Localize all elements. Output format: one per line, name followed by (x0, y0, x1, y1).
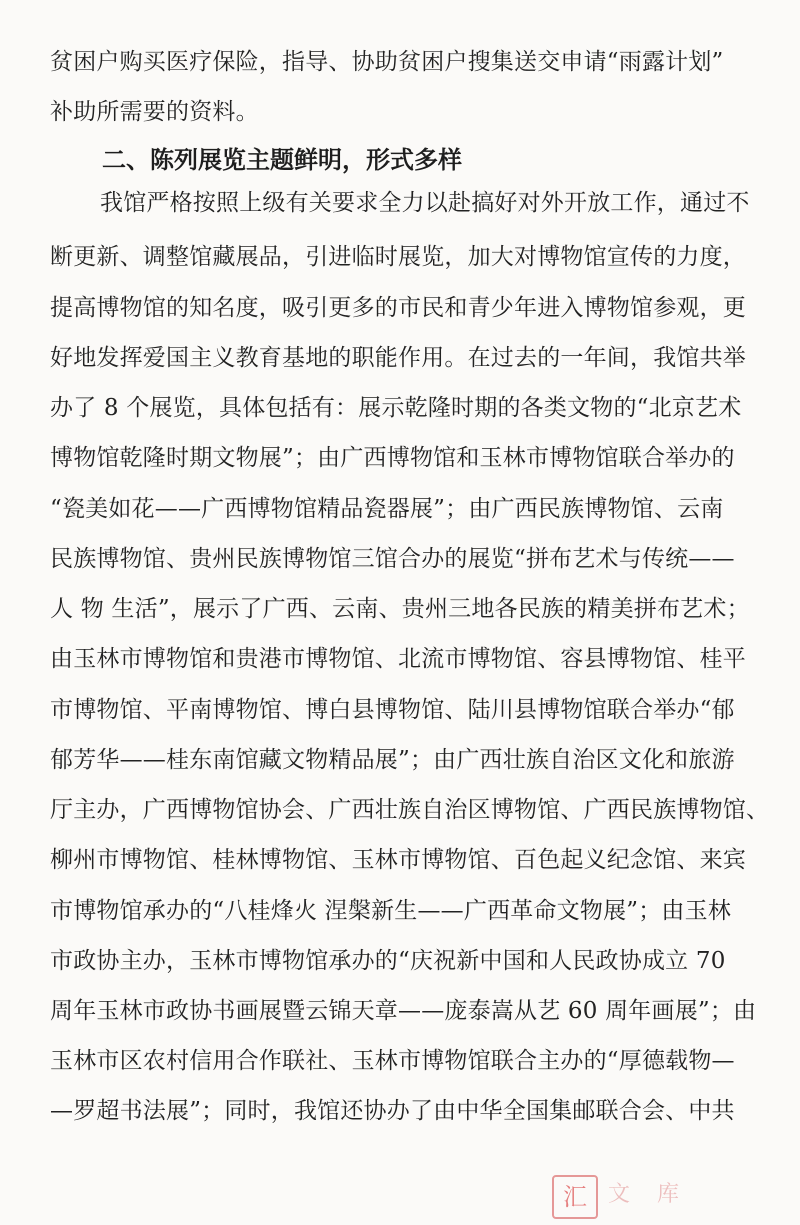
text-line: 厅主办，广西博物馆协会、广西壮族自治区博物馆、广西民族博物馆、 (50, 797, 770, 823)
watermark-seal-icon: 汇 (552, 1175, 598, 1219)
text-line: 办了 8 个展览，具体包括有：展示乾隆时期的各类文物的“北京艺术 (50, 395, 742, 421)
section-heading: 二、陈列展览主题鲜明，形式多样 (102, 145, 462, 174)
text-line: 我馆严格按照上级有关要求全力以赴搞好对外开放工作，通过不 (100, 190, 750, 216)
text-line: 周年玉林市政协书画展暨云锦天章——庞泰嵩从艺 60 周年画展”；由 (50, 998, 757, 1024)
text-line: 贫困户购买医疗保险，指导、协助贫困户搜集送交申请“雨露计划” (50, 49, 724, 75)
text-line: 补助所需要的资料。 (50, 99, 259, 125)
watermark (552, 1173, 782, 1217)
text-line: 提高博物馆的知名度，吸引更多的市民和青少年进入博物馆参观，更 (50, 295, 746, 321)
text-line: 人 物 生活”，展示了广西、云南、贵州三地各民族的精美拼布艺术； (50, 596, 750, 622)
text-line: 市博物馆、平南博物馆、博白县博物馆、陆川县博物馆联合举办“郁 (50, 697, 735, 723)
text-line: 玉林市区农村信用合作联社、玉林市博物馆联合主办的“厚德载物— (50, 1048, 735, 1074)
watermark-text: 文 库 (608, 1182, 689, 1207)
text-line: 博物馆乾隆时期文物展”；由广西博物馆和玉林市博物馆联合举办的 (50, 445, 735, 471)
text-line: 郁芳华——桂东南馆藏文物精品展”；由广西壮族自治区文化和旅游 (50, 747, 735, 773)
text-line: 市博物馆承办的“八桂烽火 涅槃新生——广西革命文物展”；由玉林 (50, 898, 732, 924)
text-line: “瓷美如花——广西博物馆精品瓷器展”；由广西民族博物馆、云南 (50, 496, 724, 522)
text-line: 市政协主办，玉林市博物馆承办的“庆祝新中国和人民政协成立 70 (50, 948, 726, 974)
text-line: —罗超书法展”；同时，我馆还协办了由中华全国集邮联合会、中共 (50, 1098, 735, 1124)
text-line: 柳州市博物馆、桂林博物馆、玉林市博物馆、百色起义纪念馆、来宾 (50, 847, 746, 873)
text-line: 由玉林市博物馆和贵港市博物馆、北流市博物馆、容县博物馆、桂平 (50, 646, 746, 672)
text-line: 断更新、调整馆藏展品，引进临时展览，加大对博物馆宣传的力度， (50, 244, 746, 270)
text-line: 民族博物馆、贵州民族博物馆三馆合办的展览“拼布艺术与传统—— (50, 546, 735, 572)
text-line: 好地发挥爱国主义教育基地的职能作用。在过去的一年间，我馆共举 (50, 345, 746, 371)
